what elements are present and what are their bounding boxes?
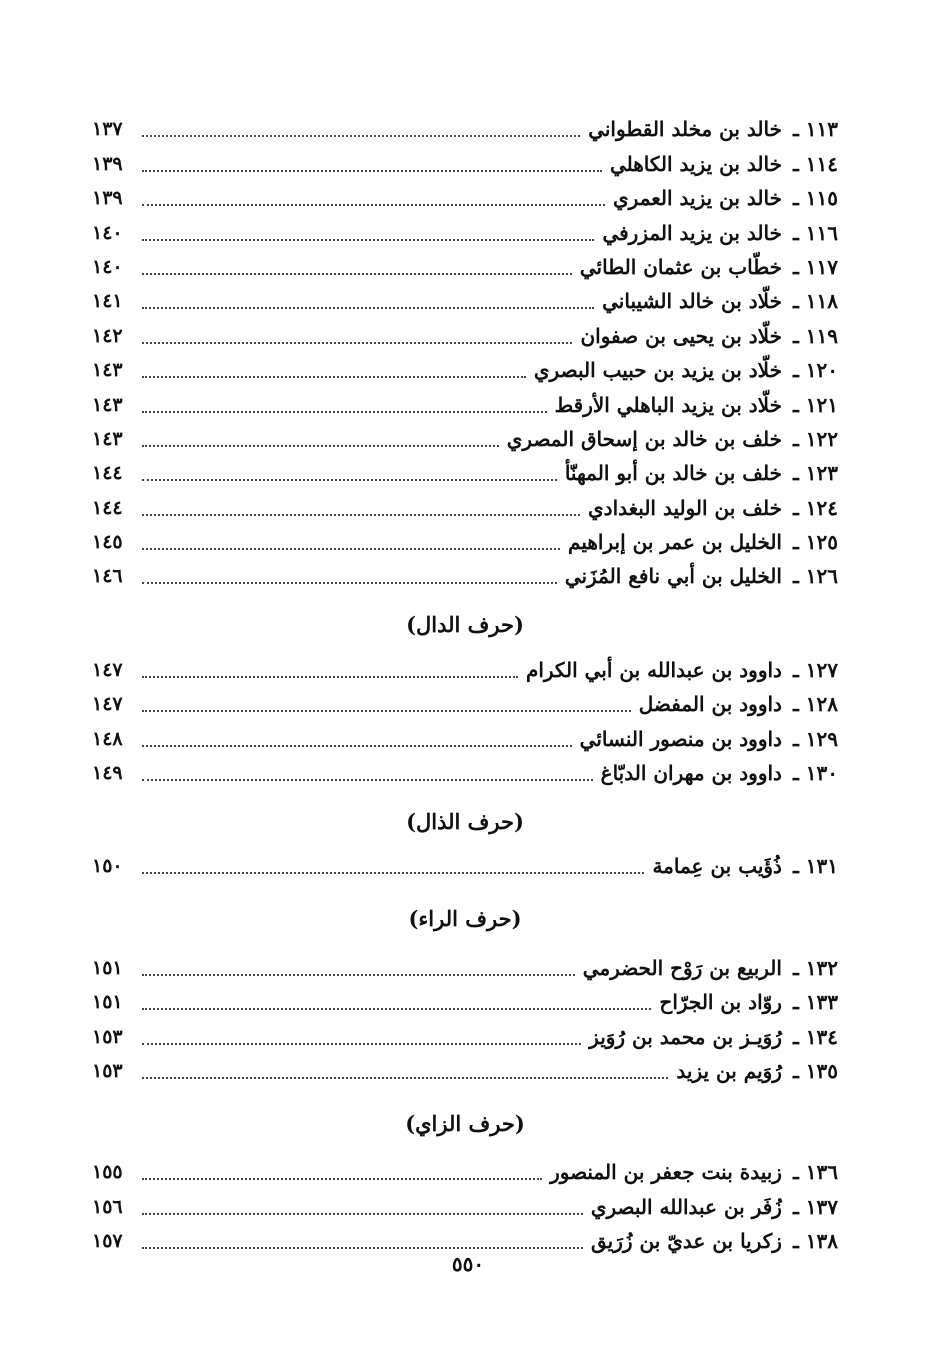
index-entry: [92, 653, 838, 687]
entry-name: روّاد بن الجرّاح: [659, 990, 782, 1015]
section-heading: (حرف الراء): [408, 906, 522, 932]
dot-leader: [142, 710, 631, 712]
index-entry: [92, 688, 838, 722]
index-entry: [92, 757, 838, 791]
entry-number: ١٣٥ ـ: [792, 1058, 838, 1083]
entry-page-number: ١٣٩: [92, 187, 123, 210]
entry-page-number: ١٤٦: [92, 565, 123, 588]
entry-text: [534, 360, 838, 388]
entry-number: ١١٩ ـ: [792, 323, 838, 348]
entry-text: [602, 220, 838, 251]
entry-name: الربيع بن رَوْح الحضرمي: [582, 955, 782, 980]
index-entry: [92, 147, 838, 181]
entry-number: ١٣٦ ـ: [792, 1160, 838, 1185]
entry-number: ١١٤ ـ: [792, 151, 838, 176]
entry-page-number: ١٣٩: [92, 152, 123, 175]
dot-leader: [142, 974, 575, 976]
index-entry: [92, 354, 838, 388]
dot-leader: [142, 1178, 542, 1180]
entry-number: ١١٣ ـ: [792, 117, 838, 142]
entry-number: ١٣٢ ـ: [792, 955, 838, 980]
entry-name: خلّاد بن يحيى بن صفوان: [580, 323, 782, 348]
section-heading: (حرف الزاي): [405, 1110, 525, 1136]
entry-text: [580, 323, 838, 354]
index-entry: [92, 182, 838, 216]
entry-page-number: ١٤٠: [92, 255, 123, 278]
dot-leader: [142, 170, 602, 172]
index-entry: [92, 388, 838, 422]
entry-number: ١٢٤ ـ: [792, 495, 838, 520]
entry-page-number: ١٤٢: [92, 324, 123, 347]
entry-name: داوود بن عبدالله بن أبي الكرام: [525, 657, 782, 682]
entry-number: ١٢٥ ـ: [792, 530, 838, 555]
entry-page-number: ١٤٤: [92, 462, 123, 485]
entry-name: زُفَر بن عبدالله البصري: [590, 1194, 782, 1219]
entry-page-number: ١٤٣: [92, 393, 123, 416]
index-entry: [92, 1156, 838, 1190]
index-entry: [92, 722, 838, 756]
entry-page-number: ١٤٧: [92, 658, 123, 681]
entry-page-number: ١٥٣: [92, 1025, 123, 1048]
entry-number: ١٣٣ ـ: [792, 990, 838, 1015]
entry-number: ١٢٩ ـ: [792, 726, 838, 751]
dot-leader: [142, 239, 594, 241]
index-entry: [92, 1190, 838, 1224]
entry-name: خلّاد بن يزيد بن حبيب البصري: [533, 358, 782, 383]
index-entry: [92, 457, 838, 491]
index-entry: [92, 491, 838, 525]
entry-page-number: ١٥٧: [92, 1230, 123, 1253]
entry-page-number: ١٤٣: [92, 427, 123, 450]
entry-name: الخليل بن أبي نافع المُزَني: [564, 564, 782, 589]
index-entry: [92, 423, 838, 457]
entry-text: [588, 119, 838, 147]
entry-number: ١٣٤ ـ: [792, 1024, 838, 1049]
page-number: ٥٥٠: [451, 1252, 485, 1276]
entry-text: [609, 151, 838, 182]
entry-number: ١٢٣ ـ: [792, 461, 838, 486]
index-entry: [92, 1055, 838, 1089]
entry-name: خلّاد بن خالد الشيباني: [602, 289, 782, 314]
entry-text: [676, 1058, 838, 1089]
dot-leader: [142, 135, 580, 137]
index-list: [92, 113, 838, 1259]
entry-name: رُوَيـز بن محمد بن رُوَيز: [589, 1024, 782, 1049]
entry-name: ذُؤَيب بن عِمامة: [652, 854, 782, 879]
entry-text: [525, 657, 838, 688]
entry-text: [565, 463, 838, 491]
entry-name: زكريا بن عديّ بن زُرَيق: [591, 1229, 782, 1254]
dot-leader: [142, 479, 557, 481]
index-entry: [92, 951, 838, 985]
entry-number: ١١٧ ـ: [792, 254, 838, 279]
entry-name: رُوَيم بن يزيد: [676, 1058, 782, 1083]
dot-leader: [142, 582, 557, 584]
entry-page-number: ١٤٤: [92, 496, 123, 519]
entry-page-number: ١٥٠: [92, 855, 123, 878]
dot-leader: [142, 1247, 583, 1249]
entry-number: ١٢٢ ـ: [792, 426, 838, 451]
entry-text: [506, 426, 838, 457]
dot-leader: [142, 204, 605, 206]
entry-text: [579, 254, 838, 285]
dot-leader: [142, 745, 572, 747]
entry-text: [579, 726, 838, 757]
index-entry: [92, 1020, 838, 1054]
entry-number: ١٢٨ ـ: [792, 692, 838, 717]
dot-leader: [142, 779, 593, 781]
entry-text: [582, 955, 838, 986]
dot-leader: [142, 1008, 651, 1010]
entry-name: داوود بن المفضل: [638, 692, 782, 717]
entry-text: [554, 392, 838, 423]
entry-name: خالد بن يزيد العمري: [613, 186, 782, 211]
dot-leader: [142, 548, 560, 550]
entry-page-number: ١٤٩: [92, 762, 123, 785]
entry-page-number: ١٣٧: [92, 118, 123, 141]
entry-text: [590, 1194, 838, 1225]
entry-name: خالد بن يزيد المزرفي: [602, 220, 782, 245]
entry-text: [652, 856, 838, 884]
entry-text: [588, 495, 838, 526]
entry-name: داوود بن منصور النسائي: [579, 726, 782, 751]
entry-text: [659, 992, 838, 1020]
index-entry: [92, 285, 838, 319]
entry-name: خلف بن الوليد البغدادي: [588, 495, 782, 520]
entry-number: ١٣١ ـ: [792, 854, 838, 879]
entry-page-number: ١٥٥: [92, 1161, 123, 1184]
entry-text: [565, 566, 838, 594]
entry-page-number: ١٥٣: [92, 1059, 123, 1082]
entry-page-number: ١٤٨: [92, 727, 123, 750]
entry-text: [602, 291, 838, 319]
entry-number: ١٢٦ ـ: [792, 564, 838, 589]
dot-leader: [142, 872, 644, 874]
entry-name: زبيدة بنت جعفر بن المنصور: [550, 1160, 782, 1185]
entry-page-number: ١٤١: [92, 290, 123, 313]
entry-name: خالد بن يزيد الكاهلي: [609, 151, 782, 176]
entry-name: خطّاب بن عثمان الطائي: [579, 254, 782, 279]
entry-page-number: ١٤٥: [92, 531, 123, 554]
entry-text: [589, 1024, 838, 1055]
entry-number: ١١٦ ـ: [792, 220, 838, 245]
entry-number: ١٢١ ـ: [792, 392, 838, 417]
dot-leader: [142, 445, 499, 447]
entry-page-number: ١٥١: [92, 956, 123, 979]
entry-page-number: ١٥٦: [92, 1195, 123, 1218]
section-heading: (حرف الذال): [406, 809, 524, 835]
entry-text: [601, 763, 838, 791]
entry-number: ١٢٧ ـ: [792, 657, 838, 682]
entry-page-number: ١٤٠: [92, 221, 123, 244]
dot-leader: [142, 273, 572, 275]
entry-page-number: ١٤٣: [92, 359, 123, 382]
entry-text: [639, 694, 838, 722]
entry-number: ١٢٠ ـ: [792, 358, 838, 383]
index-entry: [92, 560, 838, 594]
dot-leader: [142, 514, 580, 516]
entry-name: خلف بن خالد بن إسحاق المصري: [506, 426, 782, 451]
entry-number: ١١٥ ـ: [792, 186, 838, 211]
dot-leader: [142, 376, 526, 378]
index-entry: [92, 986, 838, 1020]
section-heading: (حرف الدال): [406, 612, 524, 638]
index-entry: [92, 216, 838, 250]
entry-name: داوود بن مهران الدبّاغ: [600, 761, 782, 786]
entry-name: خلّاد بن يزيد الباهلي الأرقط: [554, 392, 782, 417]
dot-leader: [142, 1213, 583, 1215]
dot-leader: [142, 307, 594, 309]
entry-text: [550, 1162, 838, 1190]
index-entry: [92, 251, 838, 285]
entry-number: ١١٨ ـ: [792, 289, 838, 314]
entry-name: الخليل بن عمر بن إبراهيم: [568, 530, 782, 555]
entry-text: [568, 532, 838, 560]
dot-leader: [142, 676, 518, 678]
entry-number: ١٣٧ ـ: [792, 1194, 838, 1219]
index-entry: [92, 850, 838, 884]
entry-page-number: ١٤٧: [92, 693, 123, 716]
index-entry: [92, 526, 838, 560]
index-entry: [92, 113, 838, 147]
entry-name: خالد بن مخلد القطواني: [588, 117, 782, 142]
index-entry: [92, 319, 838, 353]
dot-leader: [142, 1077, 668, 1079]
entry-name: خلف بن خالد بن أبو المهنّأ: [564, 461, 782, 486]
dot-leader: [142, 342, 572, 344]
entry-text: [613, 188, 838, 216]
entry-number: ١٣٨ ـ: [792, 1229, 838, 1254]
dot-leader: [142, 1043, 581, 1045]
dot-leader: [142, 411, 547, 413]
entry-number: ١٣٠ ـ: [792, 761, 838, 786]
entry-page-number: ١٥١: [92, 991, 123, 1014]
